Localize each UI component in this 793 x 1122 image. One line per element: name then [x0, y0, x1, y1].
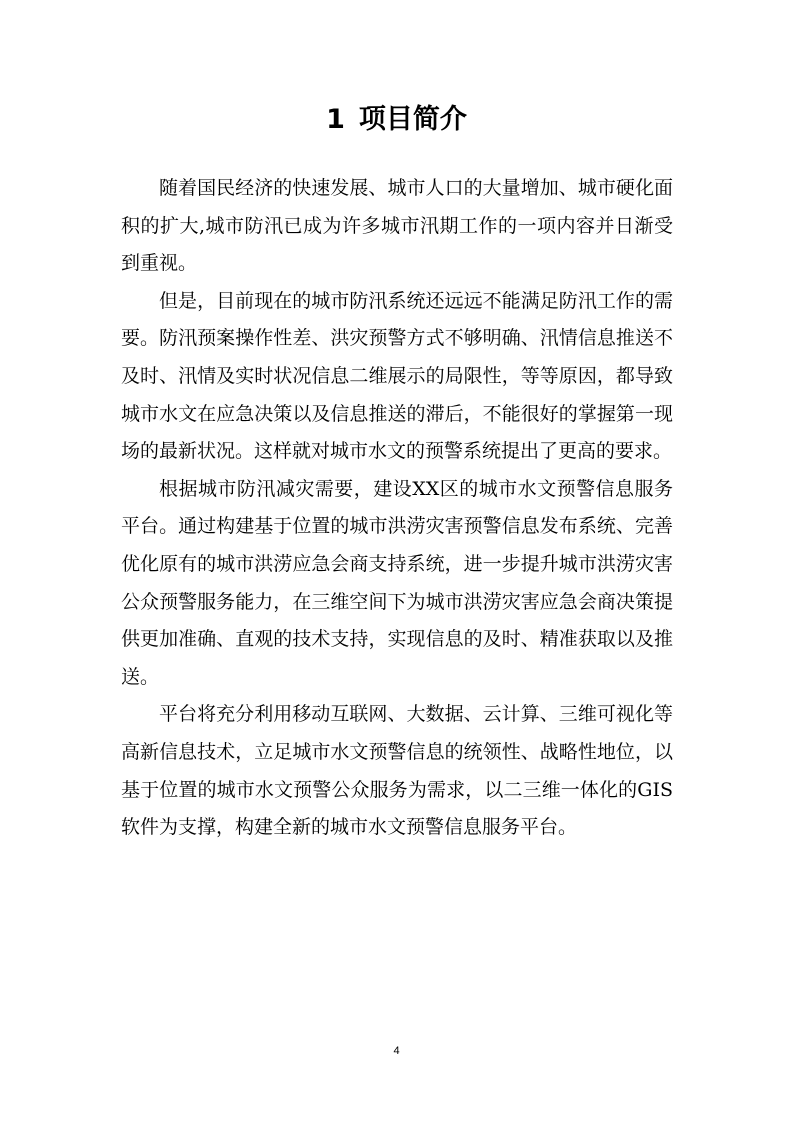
- section-title-text: 项目简介: [358, 104, 467, 135]
- paragraph: 随着国民经济的快速发展、城市人口的大量增加、城市硬化面积的扩大,城市防汛已成为许多城市汛期工作的一项内容并日渐受到重视。: [121, 177, 673, 275]
- paragraph: 根据城市防汛减灾需要，建设XX区的城市水文预警信息服务平台。通过构建基于位置的城市洪涝灾害预警信息发布系统、完善优化原有的城市洪涝应急会商支持系统，进一步提升城市洪涝灾害公众预警服务能力，在三维空间下为城市洪涝灾害应急会商决策提供更加准确、直观的技术支持，实现信息的及时、精准获取以及推送。: [121, 477, 673, 688]
- paragraph: 平台将充分利用移动互联网、大数据、云计算、三维可视化等高新信息技术，立足城市水文预警信息的统领性、战略性地位，以基于位置的城市水文预警公众服务为需求，以二三维一体化的GIS软件为支撑，构建全新的城市水文预警信息服务平台。: [121, 703, 673, 839]
- section-title: [0, 100, 793, 140]
- section-number: 1: [326, 104, 345, 135]
- body-text: [121, 170, 673, 847]
- page-number: 4: [393, 1045, 400, 1057]
- paragraph: 但是，目前现在的城市防汛系统还远远不能满足防汛工作的需要。防汛预案操作性差、洪灾预警方式不够明确、汛情信息推送不及时、汛情及实时状况信息二维展示的局限性，等等原因，都导致城市水文在应急决策以及信息推送的滞后，不能很好的掌握第一现场的最新状况。这样就对城市水文的预警系统提出了更高的要求。: [121, 289, 673, 463]
